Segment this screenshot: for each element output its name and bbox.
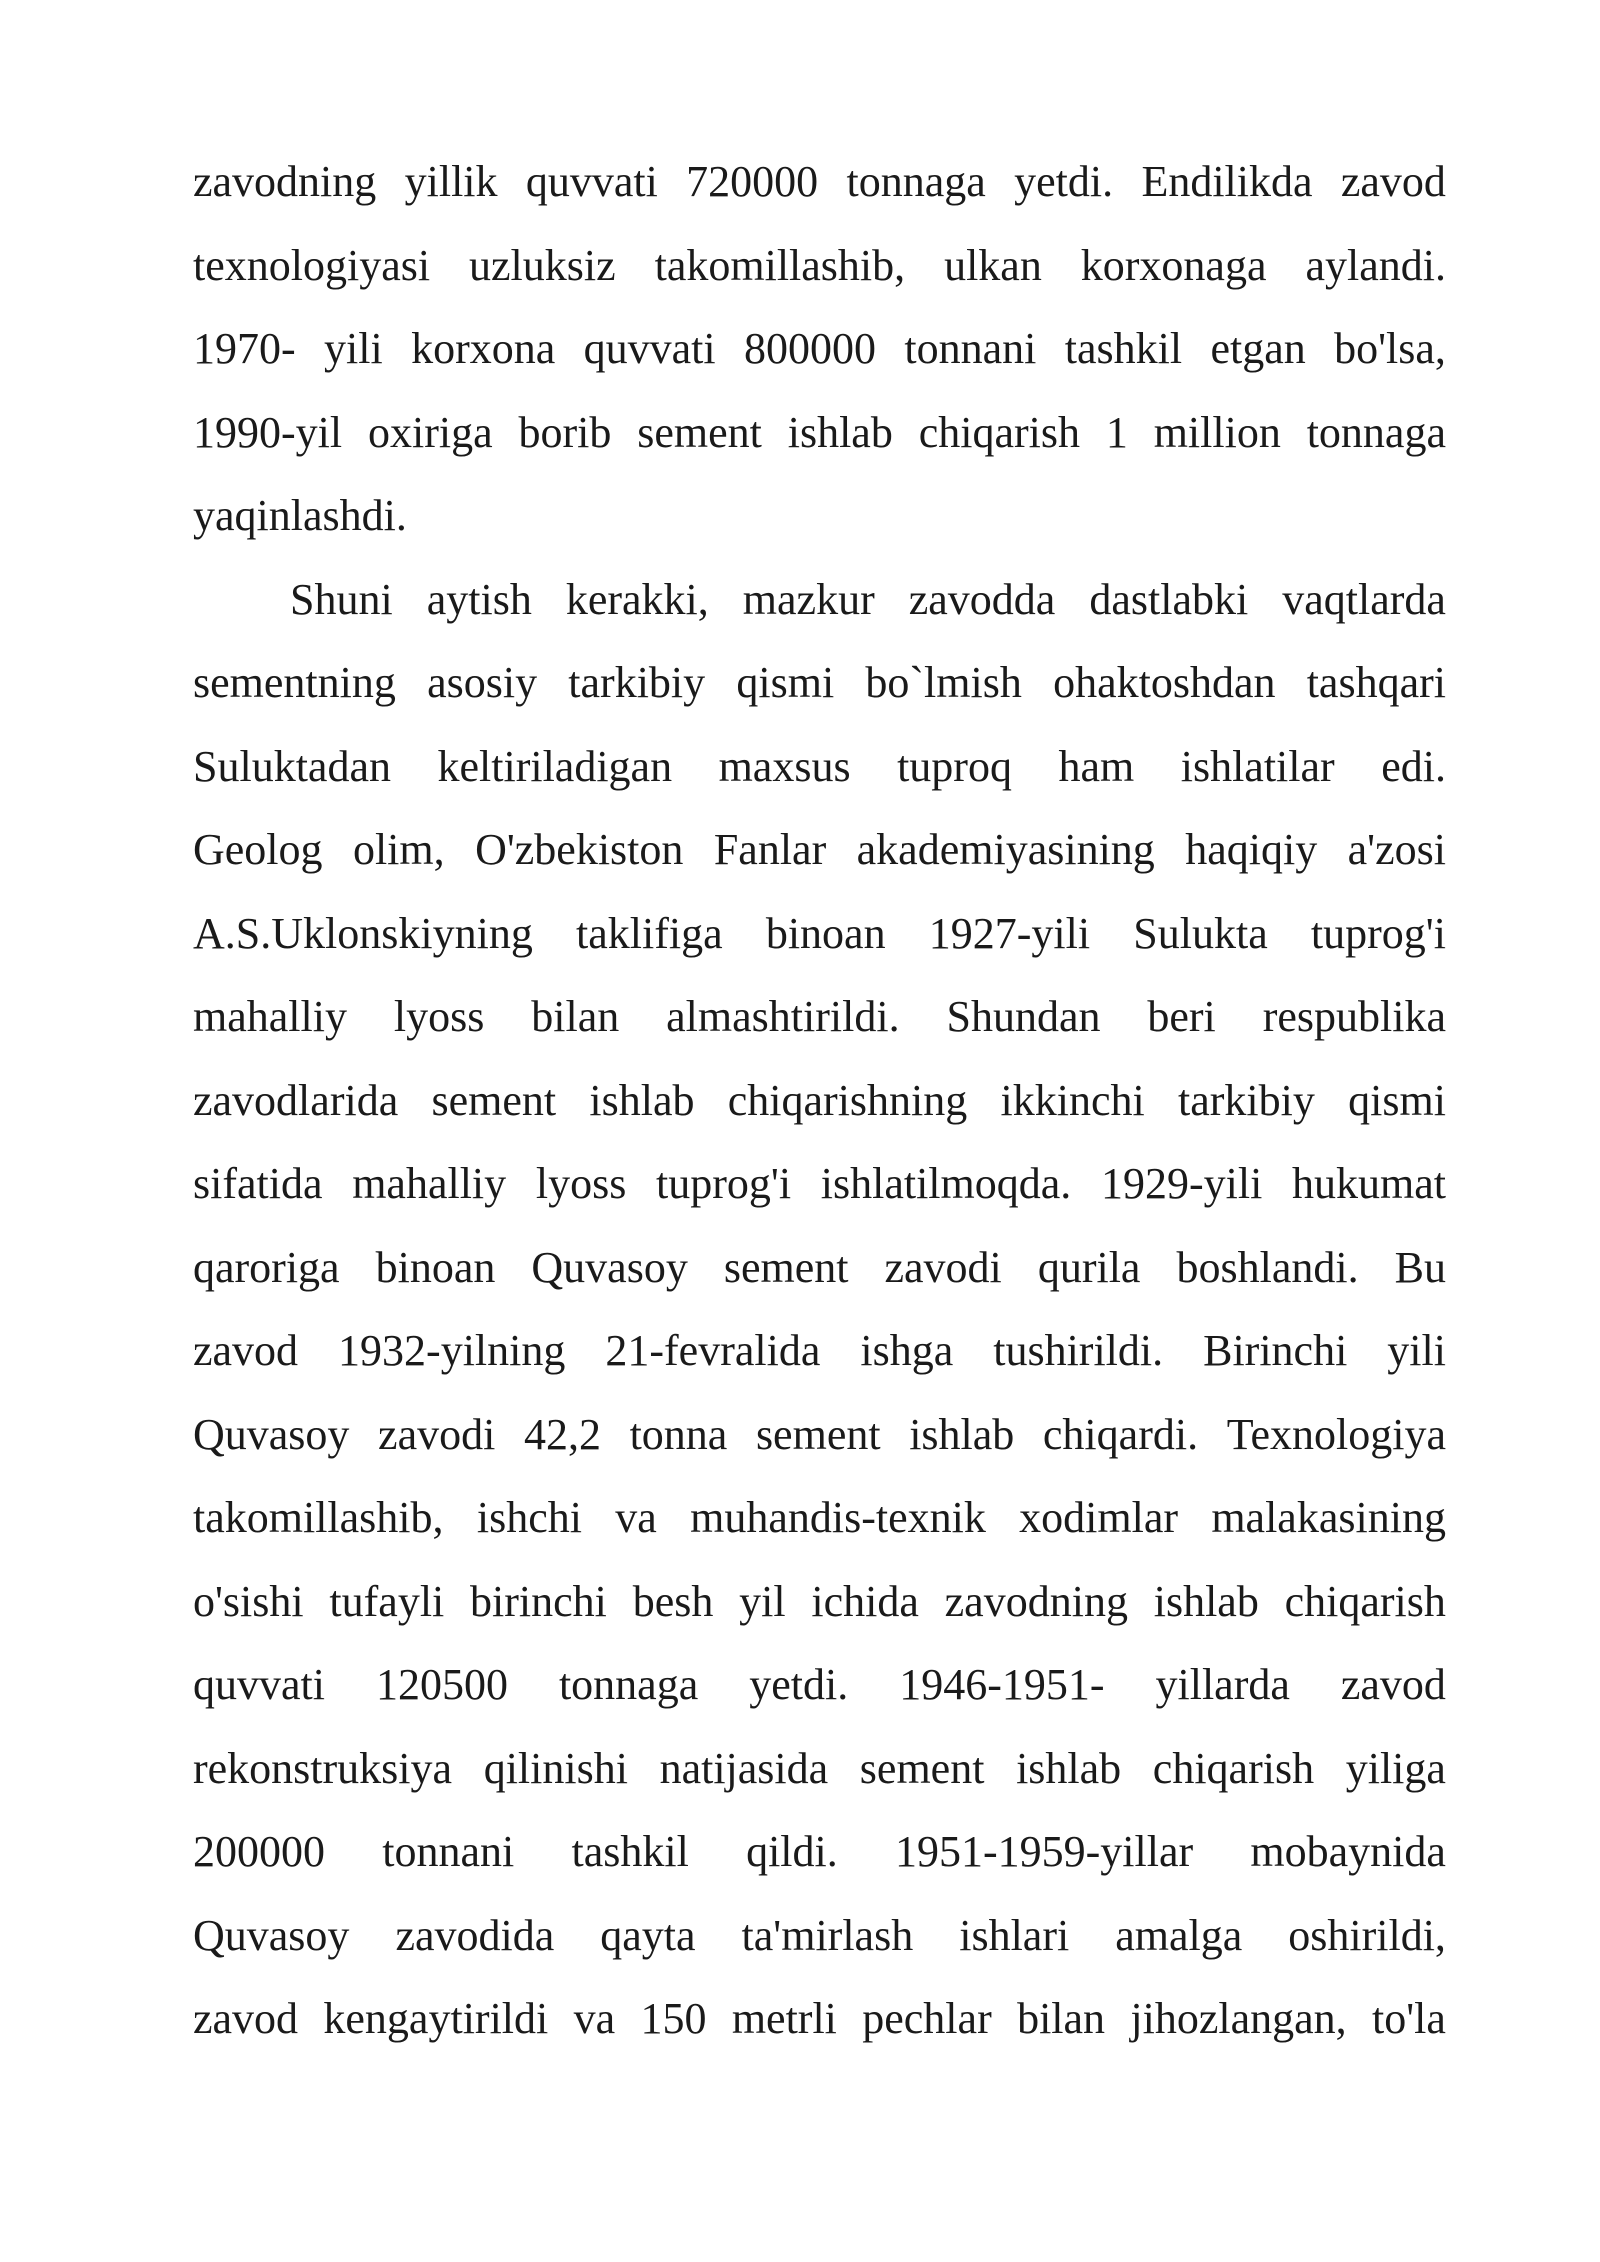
word: 1970- [193, 324, 296, 373]
text-line [193, 1570, 1446, 1654]
word: ishga [860, 1326, 954, 1375]
word: quvvati [583, 324, 716, 373]
word: 720000 [686, 157, 819, 206]
word: korxona [411, 324, 556, 373]
word: binoan [765, 908, 886, 958]
word: korxonaga [1080, 240, 1267, 290]
word: 1929-yili [1100, 1159, 1263, 1208]
word: zavodi [378, 1409, 496, 1459]
word: takomillashib, [654, 240, 906, 290]
word: ishlab [787, 407, 893, 457]
word: Quvasoy [193, 1910, 350, 1960]
word: 42,2 [523, 1409, 601, 1459]
word: yiliga [1345, 1743, 1446, 1793]
word: tashkil [571, 1827, 689, 1876]
word: zavod [193, 1326, 299, 1375]
word: tashkil [1064, 324, 1183, 373]
word: lyoss [393, 992, 485, 1041]
word: tuprog'i [1310, 908, 1446, 958]
word: yillik [404, 157, 498, 206]
word: xodimlar [1019, 1493, 1179, 1542]
word: O'zbekiston [475, 825, 684, 874]
word: Shuni [290, 574, 393, 624]
word: va [573, 1994, 616, 2043]
word: ikkinchi [1000, 1075, 1145, 1125]
word: ishlatilmoqda. [820, 1159, 1072, 1208]
word: yetdi. [749, 1660, 849, 1709]
word: ishchi [476, 1493, 582, 1542]
text-line [193, 1403, 1446, 1487]
word: 1932-yilning [338, 1326, 566, 1375]
word: 800000 [744, 324, 877, 373]
word: 1 [1105, 407, 1128, 457]
text-line [193, 1486, 1446, 1570]
word: Birinchi [1203, 1326, 1348, 1375]
word: tashqari [1306, 658, 1446, 707]
word: jihozlangan, [1130, 1994, 1347, 2043]
word: dastlabki [1089, 574, 1249, 624]
text-line [193, 1319, 1446, 1403]
word: A.S.Uklonskiyning [193, 908, 533, 958]
word: Quvasoy [531, 1242, 688, 1292]
word: 1946-1951- [899, 1660, 1105, 1709]
word: kengaytirildi [323, 1994, 549, 2043]
word: zavodning [193, 157, 377, 206]
word: chiqarish [1152, 1743, 1315, 1793]
word: bilan [1017, 1994, 1106, 2043]
text-line [193, 985, 1446, 1069]
word: oshirildi, [1288, 1910, 1446, 1960]
word: 21-fevralida [605, 1326, 821, 1375]
word: 1927-yili [928, 908, 1091, 958]
word: edi. [1381, 741, 1446, 791]
text-line [193, 902, 1446, 986]
word: yili [324, 324, 383, 373]
word: maxsus [718, 741, 851, 791]
word: sement [431, 1075, 557, 1125]
word: tonnani [904, 324, 1037, 373]
text-line [193, 1236, 1446, 1320]
word: sifatida [193, 1159, 323, 1208]
word: zavodi [884, 1242, 1002, 1292]
word: qaroriga [193, 1242, 340, 1292]
word: tarkibiy [568, 658, 706, 707]
text-line [193, 568, 1446, 652]
text-line [193, 1820, 1446, 1904]
word: chiqarish [918, 407, 1080, 457]
word: zavodda [908, 574, 1056, 624]
word: quvvati [525, 157, 658, 206]
word: ta'mirlash [741, 1910, 914, 1960]
word: chiqarishning [727, 1075, 968, 1125]
word: malakasining [1211, 1493, 1446, 1542]
word: o'sishi [193, 1576, 304, 1626]
text-line [193, 1737, 1446, 1821]
word: qismi [736, 658, 835, 707]
word: boshlandi. [1176, 1242, 1359, 1292]
word: bo'lsa, [1334, 324, 1446, 373]
word: sement [859, 1743, 985, 1793]
word: asosiy [427, 658, 538, 707]
word: Fanlar [713, 825, 827, 874]
word: pechlar [862, 1994, 992, 2043]
word: mobaynida [1250, 1827, 1446, 1876]
word: taklifiga [576, 908, 723, 958]
word: ishlab [1153, 1576, 1259, 1626]
word: tuprog'i [656, 1159, 792, 1208]
text-line [193, 401, 1446, 485]
word: kerakki, [565, 574, 709, 624]
word: Suluktadan [193, 741, 391, 791]
word: zavod [1340, 157, 1446, 206]
word: ham [1058, 741, 1135, 791]
word: 120500 [375, 1660, 508, 1709]
word: texnologiyasi [193, 240, 431, 290]
word: qismi [1348, 1075, 1446, 1125]
word: tufayli [329, 1576, 445, 1626]
word: akademiyasining [856, 825, 1155, 874]
word: yillarda [1155, 1660, 1290, 1709]
text-line [193, 1152, 1446, 1236]
word: zavod [1340, 1660, 1446, 1709]
word: almashtirildi. [666, 992, 900, 1041]
word: ishlab [1016, 1743, 1122, 1793]
word: yaqinlashdi. [193, 491, 407, 540]
word: natijasida [659, 1743, 829, 1793]
word: besh [632, 1576, 714, 1626]
text-line [193, 1987, 1446, 2071]
word: tonnaga [846, 157, 986, 206]
word: mahalliy [193, 992, 347, 1041]
word: Shundan [946, 992, 1101, 1041]
word: quvvati [193, 1660, 325, 1709]
word: sement [723, 1242, 849, 1292]
word: birinchi [470, 1576, 607, 1626]
word: ulkan [944, 240, 1042, 290]
text-line [193, 234, 1446, 318]
text-line [193, 735, 1446, 819]
word: tarkibiy [1178, 1075, 1315, 1125]
word: ishlab [589, 1075, 695, 1125]
word: aylandi. [1305, 240, 1446, 290]
word: tushirildi. [993, 1326, 1164, 1375]
word: Quvasoy [193, 1409, 350, 1459]
word: 1990-yil [193, 407, 343, 457]
word: a'zosi [1347, 825, 1446, 874]
word: respublika [1262, 992, 1446, 1041]
word: aytish [426, 574, 532, 624]
word: yil [739, 1576, 786, 1626]
text-line [193, 484, 1446, 568]
word: amalga [1115, 1910, 1243, 1960]
word: zavodlarida [193, 1075, 399, 1125]
word: sementning [193, 658, 396, 707]
word: tonnani [382, 1827, 515, 1876]
word: etgan [1210, 324, 1306, 373]
text-line [193, 150, 1446, 234]
word: mazkur [742, 574, 875, 624]
word: zavodida [395, 1910, 555, 1960]
word: yili [1387, 1326, 1446, 1375]
word: ishlari [959, 1910, 1070, 1960]
word: qayta [600, 1910, 696, 1960]
word: tonnaga [1306, 407, 1446, 457]
word: ichida [811, 1576, 919, 1626]
word: 150 [640, 1994, 707, 2043]
word: million [1153, 407, 1281, 457]
word: vaqtlarda [1282, 574, 1446, 624]
text-line [193, 1653, 1446, 1737]
word: tonna [629, 1409, 728, 1459]
word: sement [755, 1409, 881, 1459]
word: olim, [352, 825, 445, 874]
word: 200000 [193, 1827, 325, 1876]
word: hukumat [1291, 1159, 1446, 1208]
word: qilinishi [483, 1743, 628, 1793]
word: va [615, 1493, 657, 1542]
word: Endilikda [1141, 157, 1313, 206]
word: bo`lmish [865, 658, 1022, 707]
word: tonnaga [558, 1660, 699, 1709]
word: zavodning [944, 1576, 1128, 1626]
word: lyoss [535, 1159, 627, 1208]
word: chiqarish [1284, 1576, 1446, 1626]
word: Geolog [193, 825, 323, 874]
word: Sulukta [1133, 908, 1268, 958]
word: sement [637, 407, 762, 457]
word: rekonstruksiya [193, 1743, 453, 1793]
text-line [193, 317, 1446, 401]
word: uzluksiz [469, 240, 616, 290]
word: qildi. [746, 1827, 838, 1876]
word: tuproq [897, 741, 1012, 791]
word: Texnologiya [1226, 1409, 1446, 1459]
word: haqiqiy [1185, 825, 1318, 874]
word: mahalliy [352, 1159, 507, 1208]
text-line [193, 1069, 1446, 1153]
word: ohaktoshdan [1053, 658, 1276, 707]
text-line [193, 651, 1446, 735]
text-line [193, 1904, 1446, 1988]
word: muhandis-texnik [690, 1493, 986, 1542]
word: binoan [375, 1242, 496, 1292]
word: oxiriga [367, 407, 493, 457]
word: zavod [193, 1994, 299, 2043]
word: chiqardi. [1042, 1409, 1199, 1459]
word: borib [518, 407, 612, 457]
word: qurila [1037, 1242, 1141, 1292]
word: 1951-1959-yillar [895, 1827, 1194, 1876]
body-text [193, 150, 1446, 2071]
word: Bu [1394, 1242, 1446, 1292]
word: metrli [731, 1994, 837, 2043]
word: to'la [1372, 1994, 1446, 2043]
word: bilan [531, 992, 620, 1041]
word: yetdi. [1014, 157, 1114, 206]
word: ishlatilar [1180, 741, 1335, 791]
word: beri [1147, 992, 1216, 1041]
text-line [193, 818, 1446, 902]
word: takomillashib, [193, 1493, 444, 1542]
word: keltiriladigan [437, 741, 673, 791]
word: ishlab [909, 1409, 1015, 1459]
